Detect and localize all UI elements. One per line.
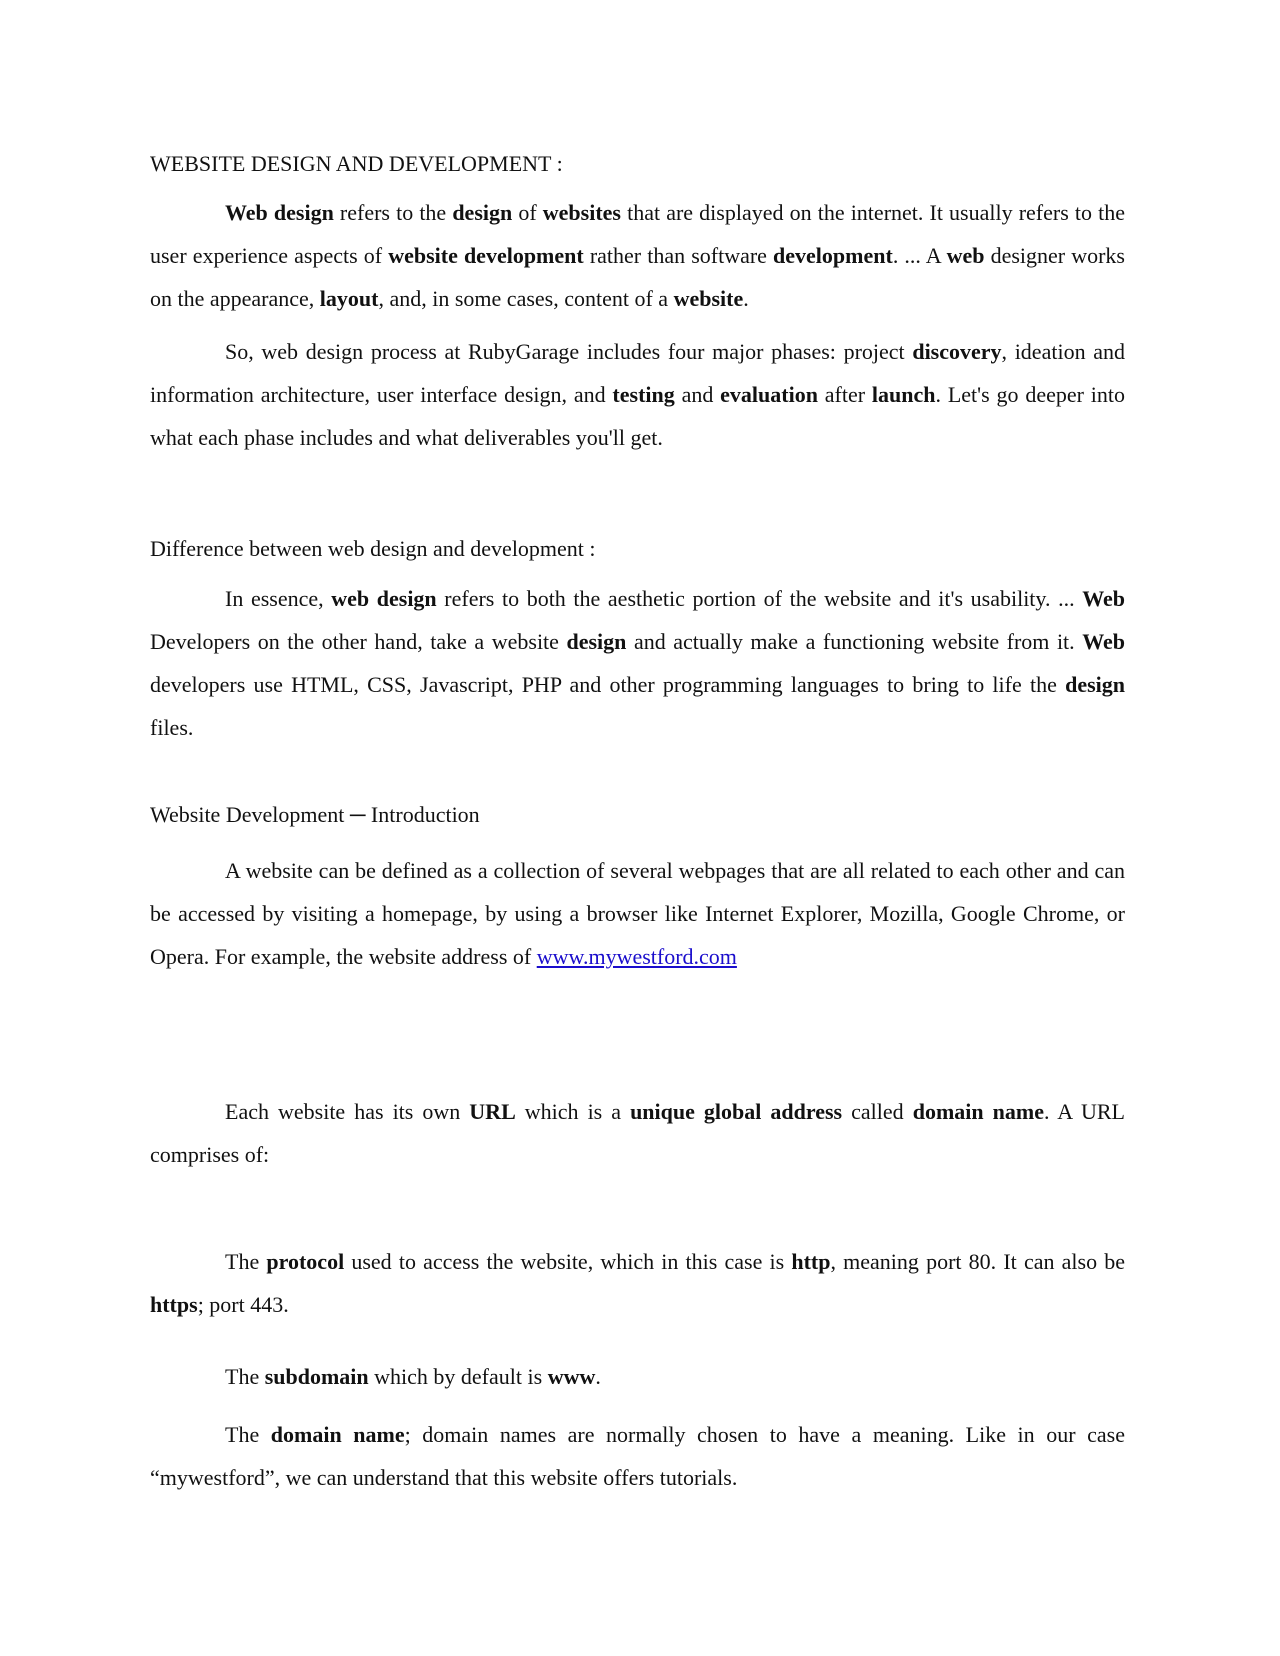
paragraph-website-definition: A website can be defined as a collection of several webpages that are all related to each other and can be accessed by visiting a homepage, by using a browser like Internet Explorer, Mozilla, Google Chrome, or Opera. For example, the website address of www.mywestford.com: [150, 858, 1125, 969]
paragraph-subdomain: The subdomain which by default is www.: [225, 1364, 601, 1389]
paragraph-protocol: The protocol used to access the website, which in this case is http, meaning port 80. It can also be https; port 443.: [150, 1249, 1125, 1317]
website-link[interactable]: www.mywestford.com: [536, 944, 737, 969]
section-heading-introduction: Website Development ─ Introduction: [150, 802, 480, 827]
paragraph-url: Each website has its own URL which is a unique global address called domain name. A URL comprises of:: [150, 1099, 1125, 1167]
section-heading-difference: Difference between web design and development :: [150, 536, 596, 561]
paragraph-domain-name: The domain name; domain names are normally chosen to have a meaning. Like in our case “mywestford”, we can understand that this website offers tutorials.: [150, 1422, 1125, 1490]
paragraph-difference: In essence, web design refers to both the aesthetic portion of the website and it's usability. ... Web Developers on the other hand, take a website design and actually make a functioning website from it. Web developers use HTML, CSS, Javascript, PHP and other programming languages to bring to life the design files.: [150, 586, 1126, 740]
paragraph-web-design-definition: Web design refers to the design of websites that are displayed on the internet. It usually refers to the user experience aspects of website development rather than software development. ... A web designer works on the appearance, layout, and, in some cases, content of a website.: [150, 200, 1125, 311]
section-heading-website-design: WEBSITE DESIGN AND DEVELOPMENT :: [150, 151, 563, 176]
paragraph-design-process: So, web design process at RubyGarage includes four major phases: project discovery, ideation and information architecture, user interface design, and testing and evaluation after launch. Let's go deeper into what each phase includes and what deliverables you'll get.: [150, 339, 1126, 450]
